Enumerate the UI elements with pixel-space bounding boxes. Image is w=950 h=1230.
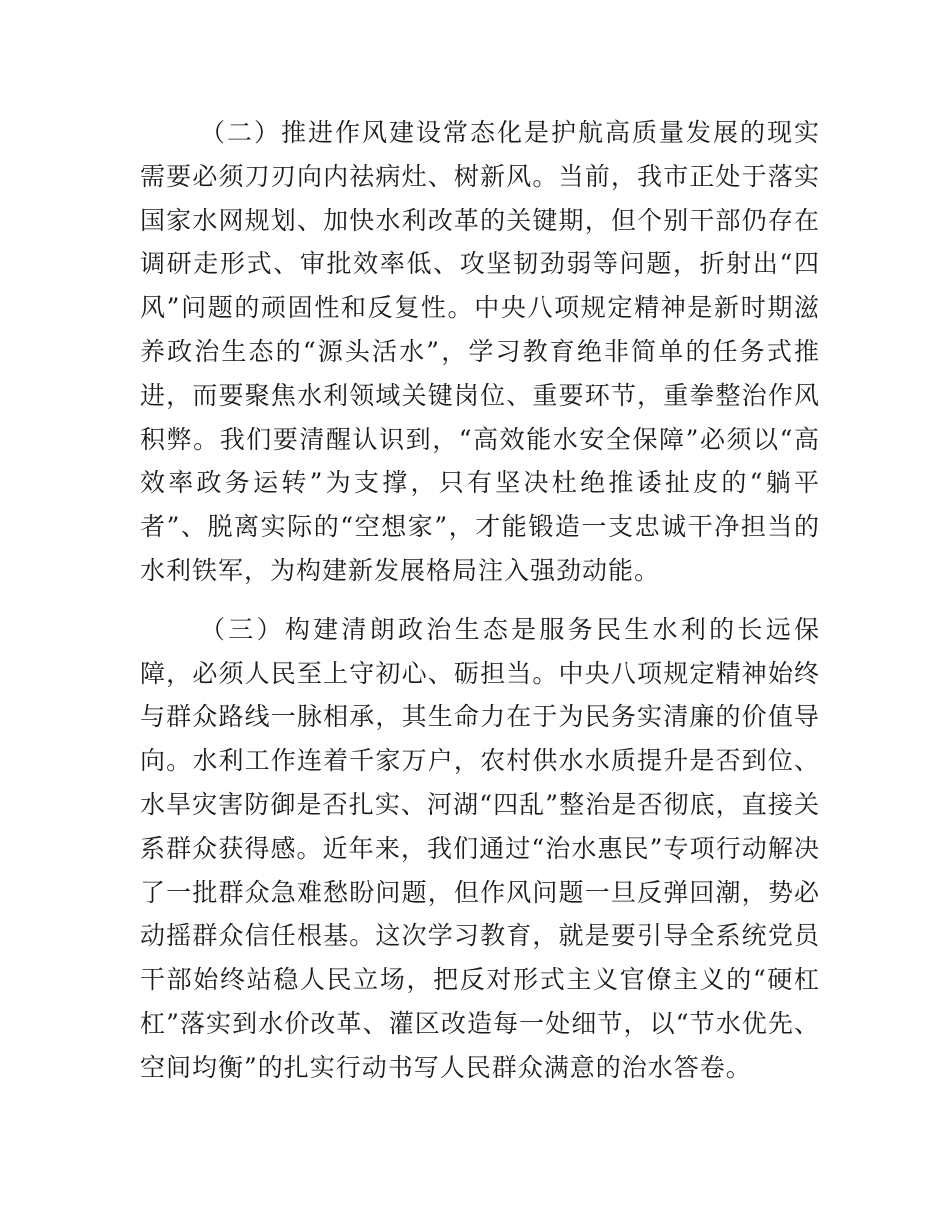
document-body: [140, 111, 820, 1090]
paragraph-section-three: （三）构建清朗政治生态是服务民生水利的长远保障，必须人民至上守初心、砺担当。中央八项规定精神始终与群众路线一脉相承，其生命力在于为民务实清廉的价值导向。水利工作连着千家万户，农村供水水质提升是否到位、水旱灾害防御是否扎实、河湖“四乱”整治是否彻底，直接关系群众获得感。近年来，我们通过“治水惠民”专项行动解决了一批群众急难愁盼问题，但作风问题一旦反弹回潮，势必动摇群众信任根基。这次学习教育，就是要引导全系统党员干部始终站稳人民立场，把反对形式主义官僚主义的“硬杠杠”落实到水价改革、灌区改造每一处细节，以“节水优先、空间均衡”的扎实行动书写人民群众满意的治水答卷。: [140, 614, 820, 1082]
paragraph-section-two: （二）推进作风建设常态化是护航高质量发展的现实需要必须刀刃向内祛病灶、树新风。当前，我市正处于落实国家水网规划、加快水利改革的关键期，但个别干部仍存在调研走形式、审批效率低、攻坚韧劲弱等问题，折射出“四风”问题的顽固性和反复性。中央八项规定精神是新时期滋养政治生态的“源头活水”，学习教育绝非简单的任务式推进，而要聚焦水利领域关键岗位、重要环节，重拳整治作风积弊。我们要清醒认识到，“高效能水安全保障”必须以“高效率政务运转”为支撑，只有坚决杜绝推诿扯皮的“躺平者”、脱离实际的“空想家”，才能锻造一支忠诚干净担当的水利铁军，为构建新发展格局注入强劲动能。: [140, 118, 820, 585]
